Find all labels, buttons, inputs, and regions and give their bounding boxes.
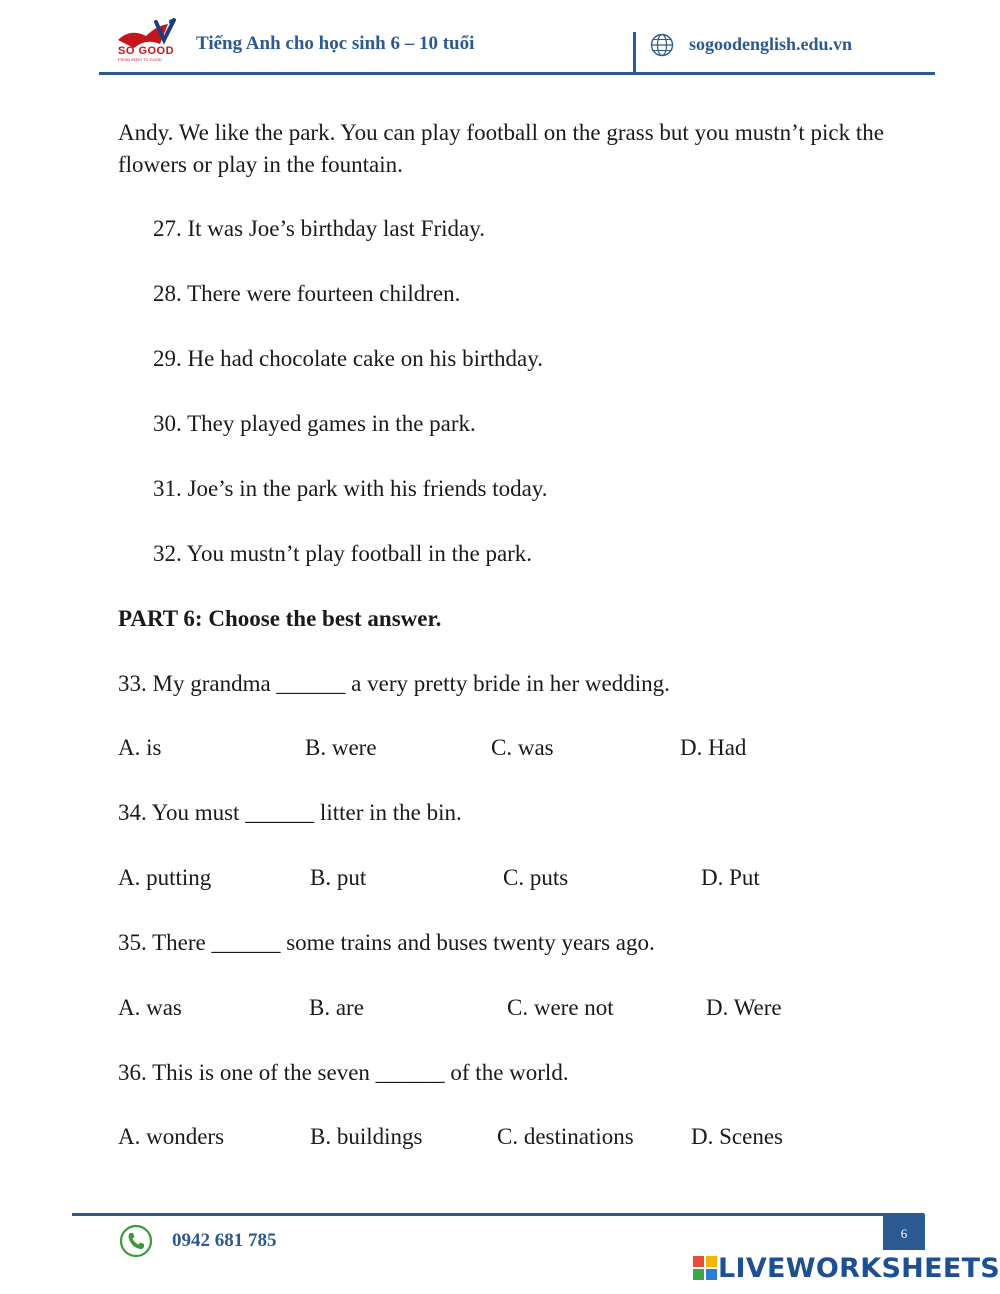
q36-option-c[interactable]: C. destinations [497,1124,634,1149]
intro-paragraph: Andy. We like the park. You can play football on the grass but you mustn’t pick the flowers or play in the fountain. [118,120,884,177]
q35-option-b[interactable]: B. are [309,995,364,1020]
q34-option-b[interactable]: B. put [310,865,367,890]
q36-option-a[interactable]: A. wonders [118,1124,225,1149]
footer-rule [72,1213,924,1216]
header-divider [633,32,636,74]
logo-text: SO GOOD [118,45,175,57]
q33-option-d[interactable]: D. Had [680,735,747,760]
statement-30: 30. They played games in the park. [153,411,476,436]
q36-option-d[interactable]: D. Scenes [691,1124,783,1149]
question-34: 34. You must ______ litter in the bin. [118,800,462,825]
header-title: Tiếng Anh cho học sinh 6 – 10 tuổi [196,33,475,54]
q36-option-b[interactable]: B. buildings [310,1124,423,1149]
page-number: 6 [883,1214,925,1250]
globe-icon [650,33,674,57]
statement-32: 32. You mustn’t play football in the park. [153,541,533,566]
q35-option-d[interactable]: D. Were [706,995,782,1020]
q34-option-d[interactable]: D. Put [701,865,760,890]
q34-option-c[interactable]: C. puts [503,865,569,890]
page-header [0,0,1000,80]
q35-option-c[interactable]: C. were not [507,995,614,1020]
statement-28: 28. There were fourteen children. [153,281,461,306]
footer-phone[interactable]: 0942 681 785 [172,1230,277,1251]
part6-heading: PART 6: Choose the best answer. [118,606,442,631]
q33-option-b[interactable]: B. were [305,735,377,760]
statement-31: 31. Joe’s in the park with his friends today. [153,476,548,501]
q34-option-a[interactable]: A. putting [118,865,212,890]
question-33: 33. My grandma ______ a very pretty bride in her wedding. [118,671,670,696]
q33-option-a[interactable]: A. is [118,735,162,760]
header-rule [99,72,935,75]
q33-option-c[interactable]: C. was [491,735,554,760]
q35-option-a[interactable]: A. was [118,995,182,1020]
logo-subtext: FROM ZERO TO GOOD [118,57,162,62]
liveworksheets-text: LIVEWORKSHEETS [718,1253,1000,1284]
question-36: 36. This is one of the seven ______ of the world. [118,1060,569,1085]
liveworksheets-logo-icon [693,1256,717,1280]
header-website-link[interactable]: sogoodenglish.edu.vn [689,34,853,54]
statement-29: 29. He had chocolate cake on his birthday. [153,346,544,371]
statement-27: 27. It was Joe’s birthday last Friday. [153,216,485,241]
phone-icon [119,1224,153,1258]
question-35: 35. There ______ some trains and buses twenty years ago. [118,930,655,955]
